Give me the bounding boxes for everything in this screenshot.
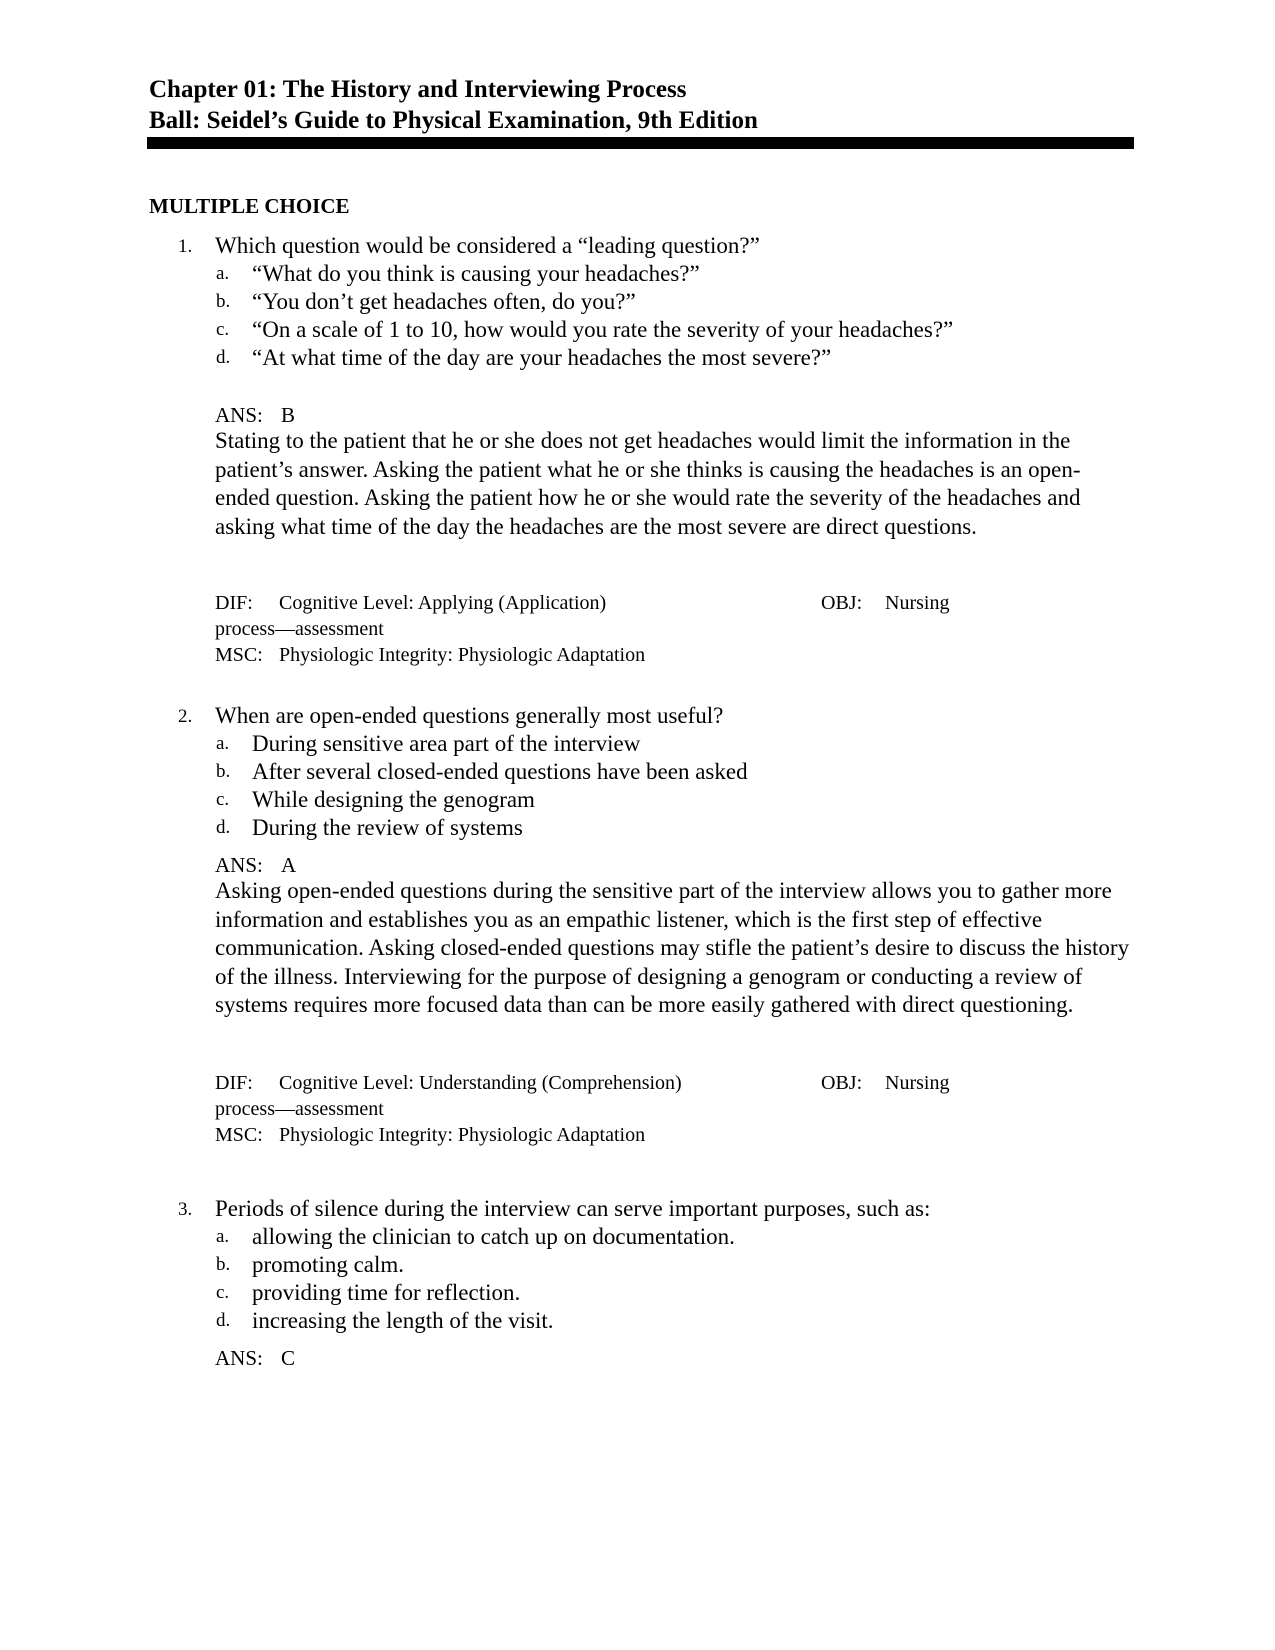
question-metadata <box>215 1070 1135 1148</box>
section-title: MULTIPLE CHOICE <box>149 194 350 218</box>
option-text: “At what time of the day are your headaches the most severe?” <box>252 345 832 370</box>
obj-value: Nursing <box>885 1072 950 1094</box>
option-letter: b. <box>216 291 231 312</box>
question-stem: Periods of silence during the interview can serve important purposes, such as: <box>215 1196 931 1221</box>
option-letter: c. <box>216 789 230 810</box>
option-c <box>0 786 1275 815</box>
answer-line <box>215 851 296 879</box>
option-a <box>0 260 1275 289</box>
document-header <box>149 74 1134 136</box>
option-d <box>0 344 1275 373</box>
answer-value: A <box>281 853 297 877</box>
option-b <box>0 288 1275 317</box>
obj-continuation: process—assessment <box>215 618 384 640</box>
option-letter: d. <box>216 817 231 838</box>
option-text: promoting calm. <box>252 1252 405 1277</box>
option-text: After several closed-ended questions have been asked <box>252 759 748 784</box>
answer-value: C <box>281 1346 296 1370</box>
msc-value: Physiologic Integrity: Physiologic Adaptation <box>279 644 646 666</box>
obj-label: OBJ: <box>821 1072 863 1094</box>
answer-line <box>215 401 295 429</box>
option-a <box>0 1223 1275 1252</box>
option-d <box>0 814 1275 843</box>
question-stem: When are open-ended questions generally most useful? <box>215 703 724 728</box>
dif-label: DIF: <box>215 592 253 614</box>
option-text: During the review of systems <box>252 815 523 840</box>
option-letter: c. <box>216 319 230 340</box>
answer-line <box>215 1344 295 1372</box>
option-b <box>0 758 1275 787</box>
option-c <box>0 316 1275 345</box>
answer-label: ANS: <box>215 1346 263 1370</box>
obj-continuation: process—assessment <box>215 1098 384 1120</box>
option-letter: d. <box>216 347 231 368</box>
msc-value: Physiologic Integrity: Physiologic Adaptation <box>279 1124 646 1146</box>
option-letter: d. <box>216 1310 231 1331</box>
option-b <box>0 1251 1275 1280</box>
option-letter: a. <box>216 733 230 754</box>
obj-label: OBJ: <box>821 592 863 614</box>
option-d <box>0 1307 1275 1336</box>
question-stem: Which question would be considered a “leading question?” <box>215 233 760 258</box>
msc-label: MSC: <box>215 1124 263 1146</box>
dif-label: DIF: <box>215 1072 253 1094</box>
option-letter: b. <box>216 761 231 782</box>
option-letter: c. <box>216 1282 230 1303</box>
option-text: “You don’t get headaches often, do you?” <box>252 289 636 314</box>
dif-value: Cognitive Level: Understanding (Comprehension) <box>279 1072 682 1094</box>
option-text: allowing the clinician to catch up on documentation. <box>252 1224 735 1249</box>
question-metadata <box>215 590 1135 668</box>
option-text: “What do you think is causing your headaches?” <box>252 261 700 286</box>
rationale: Stating to the patient that he or she does not get headaches would limit the information in the patient’s answer. Asking the patient what he or she thinks is causing the headaches is an open-ended question. Asking the patient how he or she would rate the severity of the headaches and asking what time of the day the headaches are the most severe are direct questions. <box>215 428 1081 539</box>
option-text: “On a scale of 1 to 10, how would you rate the severity of your headaches?” <box>252 317 954 342</box>
option-text: While designing the genogram <box>252 787 535 812</box>
option-text: providing time for reflection. <box>252 1280 521 1305</box>
msc-label: MSC: <box>215 644 263 666</box>
answer-label: ANS: <box>215 853 263 877</box>
dif-value: Cognitive Level: Applying (Application) <box>279 592 607 614</box>
question-number: 2. <box>178 706 193 727</box>
question-number: 3. <box>178 1199 193 1220</box>
answer-label: ANS: <box>215 403 263 427</box>
obj-value: Nursing <box>885 592 950 614</box>
question-number: 1. <box>178 236 193 257</box>
option-letter: a. <box>216 263 230 284</box>
option-c <box>0 1279 1275 1308</box>
answer-value: B <box>281 403 296 427</box>
book-title: Ball: Seidel’s Guide to Physical Examination, 9th Edition <box>149 107 758 134</box>
option-letter: a. <box>216 1226 230 1247</box>
option-letter: b. <box>216 1254 231 1275</box>
option-text: increasing the length of the visit. <box>252 1308 554 1333</box>
header-divider <box>147 137 1134 149</box>
rationale: Asking open-ended questions during the sensitive part of the interview allows you to gather more information and establishes you as an empathic listener, which is the first step of effective communication. Asking closed-ended questions may stifle the patient’s desire to discuss the history of the illness. Interviewing for the purpose of designing a genogram or conducting a review of systems requires more focused data than can be more easily gathered with direct questioning. <box>215 878 1130 1018</box>
option-text: During sensitive area part of the interview <box>252 731 641 756</box>
chapter-title: Chapter 01: The History and Interviewing Process <box>149 76 687 103</box>
option-a <box>0 730 1275 759</box>
